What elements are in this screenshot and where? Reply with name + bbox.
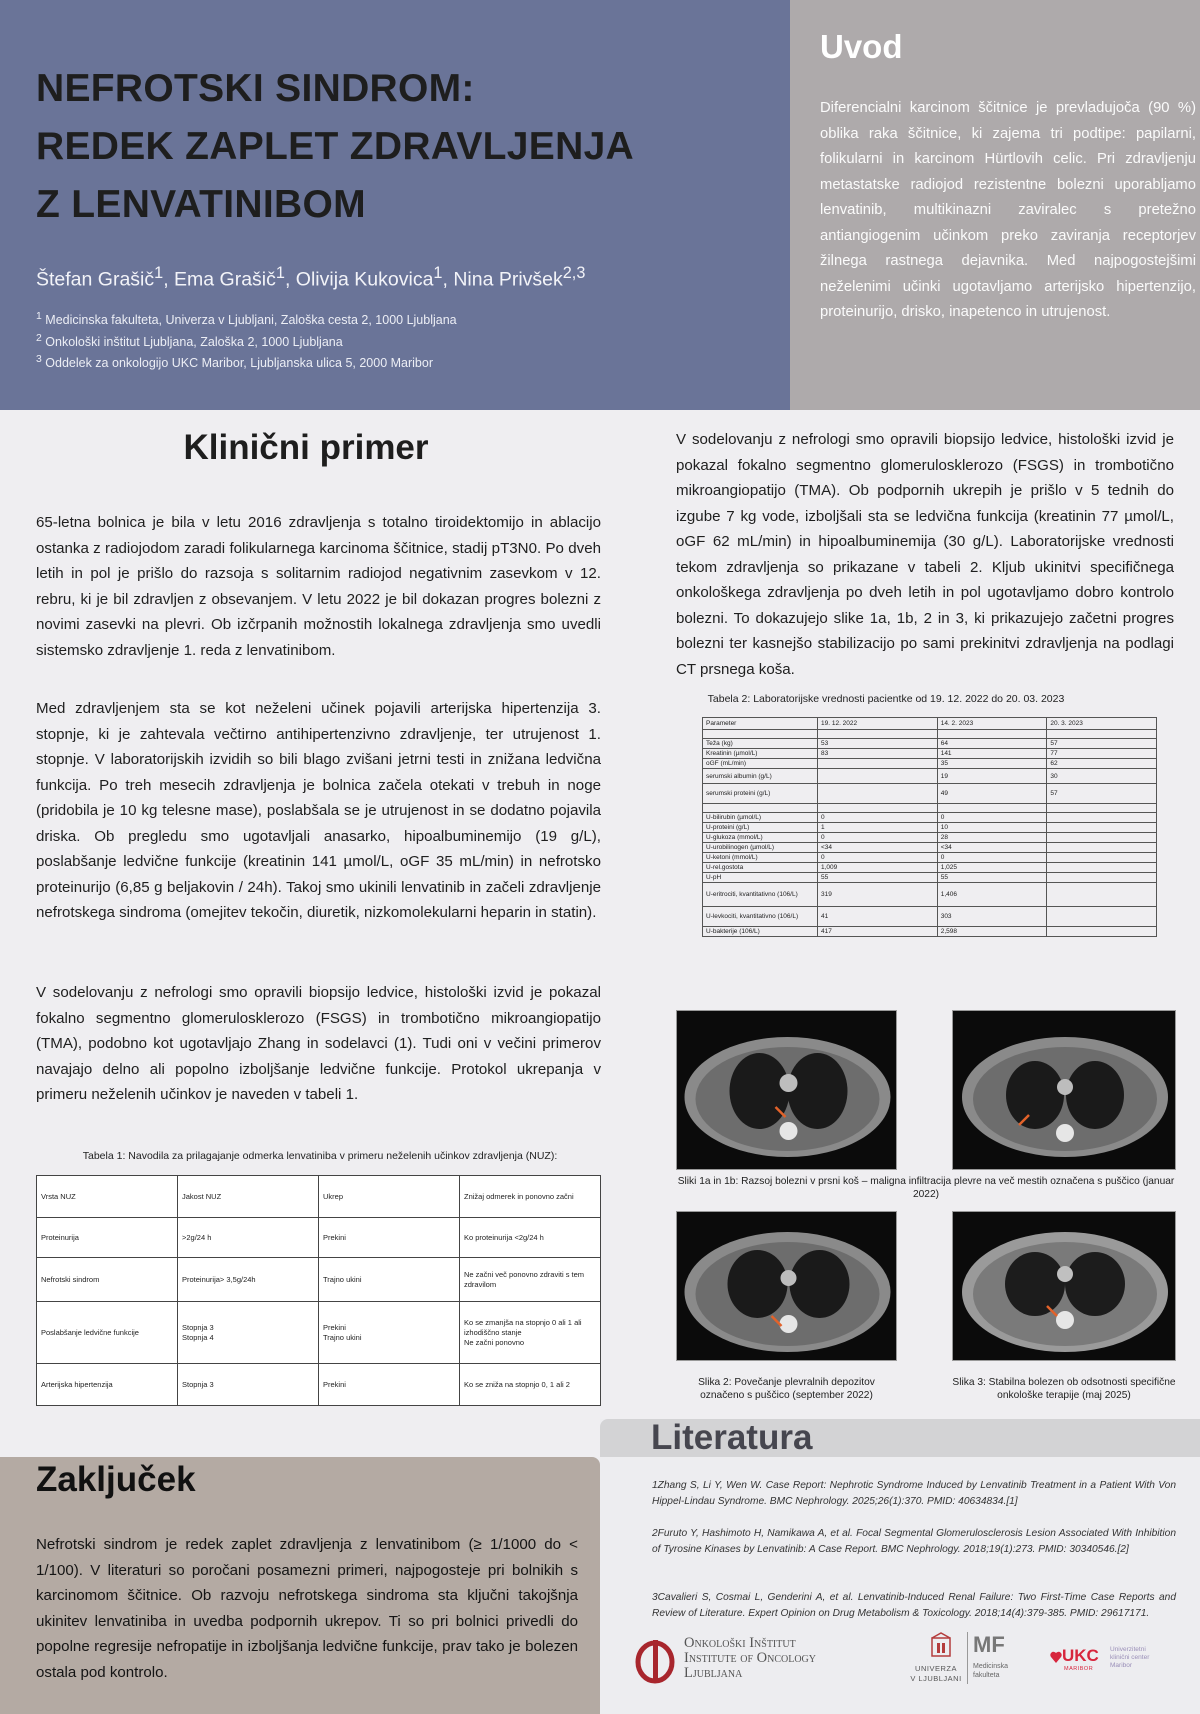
ukc-text: Maribor: [1110, 1662, 1133, 1669]
title-line: Z LENVATINIBOM: [36, 183, 366, 226]
table2-cell: [1047, 823, 1157, 833]
table2-cell: 28: [937, 833, 1047, 843]
table2-cell: U-rel.gostota: [703, 863, 818, 873]
table2-cell: [1047, 863, 1157, 873]
table2-cell: [1047, 853, 1157, 863]
table2-cell: [818, 804, 938, 813]
table2-cell: 55: [937, 873, 1047, 883]
table2-caption: Tabela 2: Laboratorijske vrednosti pacientke od 19. 12. 2022 do 20. 03. 2023: [707, 693, 1065, 705]
affiliation-text: Oddelek za onkologijo UKC Maribor, Ljubljanska ulica 5, 2000 Maribor: [45, 356, 433, 371]
table1-cell: Prekini: [319, 1218, 460, 1258]
ukc-text: klinični center: [1110, 1654, 1150, 1661]
mf-text: Medicinska: [973, 1663, 1009, 1670]
table2-row: [703, 843, 1157, 853]
table1-cell: Trajno ukini: [319, 1258, 460, 1302]
table2-cell: 10: [937, 823, 1047, 833]
table2-cell: 30: [1047, 769, 1157, 784]
uvod-panel: [790, 0, 1200, 410]
table2-cell: 35: [937, 759, 1047, 769]
table2-cell: [1047, 927, 1157, 937]
table1-header-row: [37, 1176, 601, 1218]
zakljucek-text: Nefrotski sindrom je redek zaplet zdravljenja z lenvatinibom (≥ 1/1000 do < 1/100). V literaturi so poročani posamezni primeri, najpogosteje pri bolnikih s karcinomom ščitnice. Ob razvoju nefrotskega sindroma sta ključni takojšnja ukinitev lenvatiniba in uvedba podpornih ukrepov. Ti so pri bolnici privedli do popolne regresije nefropatije in izboljšanja ledvične funkcije, prav tako je bolezen ostala pod kontrolo.: [36, 1536, 578, 1681]
table2-cell: U-levkociti, kvantitativno (106/L): [703, 907, 818, 927]
table2-row: [703, 873, 1157, 883]
table2-cell: 141: [937, 749, 1047, 759]
author-name: Štefan Grašič: [36, 268, 155, 291]
ct-image-1a: [676, 1010, 897, 1170]
table2-row: [703, 759, 1157, 769]
table2-cell: [1047, 804, 1157, 813]
ct-scan-graphic: [677, 1212, 897, 1361]
table2-cell: U-eritrociti, kvantitativno (106/L): [703, 883, 818, 907]
oil-logo-line: Onkološki Inštitut: [684, 1635, 796, 1651]
table2-cell: [1047, 813, 1157, 823]
affiliation-sup: 2: [36, 332, 42, 344]
table1-cell: Prekini Trajno ukini: [319, 1302, 460, 1364]
table2-cell: 20. 3. 2023: [1047, 718, 1157, 730]
table2-cell: 0: [818, 853, 938, 863]
table1-cell: Proteinurija> 3,5g/24h: [178, 1258, 319, 1302]
table2-cell: [1047, 883, 1157, 907]
table2-cell: [1047, 833, 1157, 843]
table2-row: [703, 769, 1157, 784]
mf-letters: MF: [973, 1632, 1005, 1657]
table2-cell: 83: [818, 749, 938, 759]
author-name: Olivija Kukovica: [295, 268, 434, 291]
table2-cell: Parameter: [703, 718, 818, 730]
table2-row: [703, 823, 1157, 833]
table2-cell: [703, 804, 818, 813]
table2-cell: <34: [818, 843, 938, 853]
table1-cell: Stopnja 3 Stopnja 4: [178, 1302, 319, 1364]
table1-cell: Vrsta NUZ: [37, 1176, 178, 1218]
table1: [36, 1175, 601, 1406]
table2-row: [703, 853, 1157, 863]
table2-cell: 14. 2. 2023: [937, 718, 1047, 730]
title-line: REDEK ZAPLET ZDRAVLJENJA: [36, 125, 635, 168]
table2-cell: 417: [818, 927, 938, 937]
ct-scan-graphic: [953, 1011, 1176, 1170]
poster-title: [36, 60, 634, 234]
mf-text: fakulteta: [973, 1672, 1000, 1679]
table2-row: [703, 749, 1157, 759]
uvod-heading: Uvod: [820, 28, 903, 65]
uvod-text: Diferencialni karcinom ščitnice je prevladujoča (90 %) oblika raka ščitnice, ki zajema tri podtipe: papilarni, folikularni in karcinom Hürtlovih celic. Pri zdravljenju metastatske radiojod rezistentne bolezni uporabljamo lenvatinib, multikinazni zaviralec s pretežno antiangiogenim učinkom preko zaviranja receptorjev žilnega rastnega dejavnika. Med najpogostejšimi neželenimi učinki ugotavljamo arterijsko hipertenzijo, proteinurijo, drisko, inapetenco in utrujenost.: [820, 100, 1196, 320]
ul-text: V LJUBLJANI: [910, 1674, 962, 1683]
ct-image-2: [676, 1211, 897, 1361]
klinicni-heading: Klinični primer: [183, 428, 429, 467]
affiliation-text: Onkološki inštitut Ljubljana, Zaloška 2, 1000 Ljubljana: [45, 334, 343, 349]
table2-cell: 64: [937, 739, 1047, 749]
table2-cell: 0: [818, 833, 938, 843]
table1-cell: Arterijska hipertenzija: [37, 1364, 178, 1406]
ct-scan-graphic: [677, 1011, 897, 1170]
table1-cell: Znižaj odmerek in ponovno začni: [460, 1176, 601, 1218]
figure-caption-3: Slika 3: Stabilna bolezen ob odsotnosti specifične onkološke terapije (maj 2025): [952, 1377, 1176, 1401]
table1-cell: Proteinurija: [37, 1218, 178, 1258]
table2-row: [703, 927, 1157, 937]
table2-row: [703, 813, 1157, 823]
table1-cell: Poslabšanje ledvične funkcije: [37, 1302, 178, 1364]
affiliation: [36, 330, 457, 352]
table1-cell: Stopnja 3: [178, 1364, 319, 1406]
ul-mf-logo: [897, 1632, 1009, 1686]
table1-row: [37, 1218, 601, 1258]
affiliation: [36, 308, 457, 330]
klinicni-paragraph-2: Med zdravljenjem sta se kot neželeni učinek pojavili arterijska hipertenzija 3. stopnje, ki je zahtevala večtirno antihipertenzivno zdravljenje, ter utrujenost 1. stopnje. V laboratorijskih izvidih so bili blago zvišani jetrni testi in znižana ledvična funkcija. Po treh mesecih zdravljenja je bolnica začela otekati v trebuh in noge (pridobila je 10 kg telesne mase), poslabšala se je utrujenost in se dodatno pojavila driska. Ob pregledu smo ugotavljali anasarko, hipoalbuminemijo (19 g/L), poslabšanje ledvične funkcije (kreatinin 141 µmol/L, oGF 35 mL/min) in nefrotsko proteinurijo (6,85 g beljakovin / 24h). Takoj smo ukinili lenvatinib in začeli zdravljenje nefrotskega sindroma (omejitev tekočin, diuretik, nizkomolekularni heparin in statin).: [36, 700, 601, 921]
table2-cell: [1047, 907, 1157, 927]
reference-item: 3Cavalieri S, Cosmai L, Genderini A, et al. Lenvatinib-Induced Renal Failure: Two First-Time Case Reports and Review of Literature. Expert Opinion on Drug Metabolism & Toxicology. 2018;14(4):379-385. PMID: 29617171.: [652, 1592, 1176, 1619]
table2-cell: 0: [818, 813, 938, 823]
table2-cell: 49: [937, 784, 1047, 804]
table2-header-row: [703, 718, 1157, 730]
affiliation-text: Medicinska fakulteta, Univerza v Ljubljani, Zaloška cesta 2, 1000 Ljubljana: [45, 313, 457, 328]
table2-row: [703, 907, 1157, 927]
table2-cell: [818, 759, 938, 769]
table2-row: [703, 883, 1157, 907]
table2-cell: 2,598: [937, 927, 1047, 937]
ukc-sub: MARIBOR: [1064, 1666, 1094, 1672]
table2-cell: U-bilirubin (µmol/L): [703, 813, 818, 823]
table1-cell: Prekini: [319, 1364, 460, 1406]
author-sup: 2,3: [562, 264, 586, 282]
author-name: Nina Privšek: [453, 268, 563, 291]
table2-cell: oGF (mL/min): [703, 759, 818, 769]
author-list: Štefan Grašič$^1$, Ema Grašič$^1$, Olivija Kukovica$^1$, Nina Privšek$^{2,3}$: [36, 264, 586, 291]
oil-logo-line: Ljubljana: [684, 1665, 743, 1681]
ukc-heart-icon: [1050, 1650, 1062, 1664]
table2-row: [703, 833, 1157, 843]
ct-image-1b: [952, 1010, 1176, 1170]
table2-cell: 77: [1047, 749, 1157, 759]
table2-row: [703, 863, 1157, 873]
table2-cell: [818, 730, 938, 739]
table2-cell: [1047, 730, 1157, 739]
table2-cell: 319: [818, 883, 938, 907]
reference-item: 2Furuto Y, Hashimoto H, Namikawa A, et al. Focal Segmental Glomerulosclerosis Lesion Associated With Inhibition of Tyrosine Kinases by Lenvatinib: A Case Report. BMC Nephrology. 2018;19(1):273. PMID: 30340546.[2]: [652, 1528, 1176, 1555]
oil-logo-line: Institute of Oncology: [684, 1650, 816, 1666]
table2-cell: 0: [937, 813, 1047, 823]
reference-item: 1Zhang S, Li Y, Wen W. Case Report: Nephrotic Syndrome Induced by Lenvatinib Treatment in a Patient With Von Hippel-Lindau Syndrome. BMC Nephrology. 2025;26(1):370. PMID: 40634834.[1]: [652, 1480, 1176, 1507]
table2-cell: [937, 804, 1047, 813]
affiliation-sup: 3: [36, 354, 42, 366]
table2-cell: U-bakterije (106/L): [703, 927, 818, 937]
table2-cell: Kreatinin (µmol/L): [703, 749, 818, 759]
zakljucek-heading: Zaključek: [36, 1460, 196, 1499]
table2-cell: 57: [1047, 739, 1157, 749]
author-sup: 1: [154, 264, 164, 282]
table2-cell: [1047, 873, 1157, 883]
author-sup: 1: [275, 264, 285, 282]
table1-cell: Jakost NUZ: [178, 1176, 319, 1218]
table1-cell: Ne začni več ponovno zdraviti s tem zdravilom: [460, 1258, 601, 1302]
table1-row: [37, 1302, 601, 1364]
ukc-text: Univerzitetni: [1110, 1646, 1146, 1653]
table2-cell: U-pH: [703, 873, 818, 883]
figure-caption-2: Slika 2: Povečanje plevralnih depozitov označeno s puščico (september 2022): [698, 1377, 875, 1401]
table2-row: [703, 784, 1157, 804]
table2-cell: U-glukoza (mmol/L): [703, 833, 818, 843]
ukc-letters: UKC: [1062, 1646, 1099, 1665]
table2-cell: 0: [937, 853, 1047, 863]
table2-cell: U-ketoni (mmol/L): [703, 853, 818, 863]
table2-cell: Teža (kg): [703, 739, 818, 749]
table1-caption: Tabela 1: Navodila za prilagajanje odmerka lenvatiniba v primeru neželenih učinkov zdravljenja (NUZ):: [82, 1150, 558, 1162]
ul-seal-icon: [929, 1632, 953, 1658]
affiliation-sup: 1: [36, 311, 42, 322]
affiliation: [36, 351, 457, 373]
table1-cell: Ko proteinurija <2g/24 h: [460, 1218, 601, 1258]
literatura-heading: Literatura: [651, 1418, 813, 1457]
table2-cell: 19. 12. 2022: [818, 718, 938, 730]
table2-cell: [818, 784, 938, 804]
ct-scan-graphic: [953, 1212, 1176, 1361]
table1-row: [37, 1364, 601, 1406]
table1-cell: Nefrotski sindrom: [37, 1258, 178, 1302]
klinicni-paragraph-3: V sodelovanju z nefrologi smo opravili biopsijo ledvice, histološki izvid je pokazal fokalno segmentno glomerulosklerozo (FSGS) in trombotično mikroangiopatijo (TMA), podobno kot ugotavljajo Zhang in sodelavci (1). Tudi oni v večini primerov navajajo delno ali popolno izboljšanje ledvične funkcije. Protokol ukrepanja v primeru neželenih učinkov je naveden v tabeli 1.: [36, 984, 601, 1103]
table2-cell: 1,009: [818, 863, 938, 873]
author-name: Ema Grašič: [174, 268, 276, 291]
table1-cell: Ko se zniža na stopnjo 0, 1 ali 2: [460, 1364, 601, 1406]
table2-cell: 62: [1047, 759, 1157, 769]
table2-cell: 19: [937, 769, 1047, 784]
table2-cell: U-proteini (g/L): [703, 823, 818, 833]
table2-row: [703, 739, 1157, 749]
table2-cell: [1047, 843, 1157, 853]
ct-image-3: [952, 1211, 1176, 1361]
table2-cell: 53: [818, 739, 938, 749]
table2-cell: serumski proteini (g/L): [703, 784, 818, 804]
klinicni-paragraph-4: V sodelovanju z nefrologi smo opravili biopsijo ledvice, histološki izvid je pokazal fokalno segmentno glomerulosklerozo (FSGS) in trombotično mikroangiopatijo (TMA). Ob podpornih ukrepih je prišlo v 5 tednih do izgube 7 kg vode, izboljšali sta se ledvična funkcija (kreatinin 77 µmol/L, oGF 62 mL/min) in hipoalbuminemija (30 g/L). Laboratorijske vrednosti tekom zdravljenja so prikazane v tabeli 2. Kljub ukinitvi specifičnega onkološkega zdravljenja po dveh letih in pol ugotavljamo dobro kontrolo bolezni. To dokazujejo slike 1a, 1b, 2 in 3, ki prikazujejo začetni progres bolezni ter kasnejšo stabilizacijo po sami prekinitvi zdravljenja na podlagi CT prsnega koša.: [676, 431, 1174, 678]
table1-cell: >2g/24 h: [178, 1218, 319, 1258]
table2-cell: 1,406: [937, 883, 1047, 907]
ul-text: UNIVERZA: [915, 1664, 957, 1673]
affiliation-list: [36, 308, 457, 373]
table2-cell: <34: [937, 843, 1047, 853]
author-sup: 1: [433, 264, 443, 282]
table2-cell: 1,025: [937, 863, 1047, 873]
table2-cell: 55: [818, 873, 938, 883]
table2-cell: [703, 730, 818, 739]
table2-cell: serumski albumin (g/L): [703, 769, 818, 784]
table2-row: [703, 730, 1157, 739]
table2-cell: U-urobilinogen (µmol/L): [703, 843, 818, 853]
table2-cell: [818, 769, 938, 784]
table1-cell: Ukrep: [319, 1176, 460, 1218]
table2: [702, 717, 1157, 937]
figure-caption-1: Sliki 1a in 1b: Razsoj bolezni v prsni koš – maligna infiltracija plevre na več mestih označena s puščico (januar 2022): [677, 1176, 1175, 1200]
oil-logo-mark: [634, 1638, 676, 1684]
title-line: NEFROTSKI SINDROM:: [36, 67, 475, 110]
table2-cell: 57: [1047, 784, 1157, 804]
klinicni-paragraph-1: 65-letna bolnica je bila v letu 2016 zdravljenja s totalno tiroidektomijo in ablacijo ostanka z radiojodom zaradi folikularnega karcinoma ščitnice, stadij pT3N0. Po dveh letih in pol je prišlo do razsoja s solitarnim radiojod negativnim zasevkom v 12. rebru, ki je bil zdravljen z obsevanjem. V letu 2022 je bil dokazan progres bolezni z novimi zasevki na plevri. Ob izčrpanih možnostih lokalnega zdravljenja smo uvedli sistemsko zdravljenje 1. reda z lenvatinibom.: [36, 514, 601, 659]
oil-logo: [634, 1636, 864, 1686]
table2-row: [703, 804, 1157, 813]
ukc-maribor-logo: [1050, 1646, 1170, 1676]
table1-cell: Ko se zmanjša na stopnjo 0 ali 1 ali izhodiščno stanje Ne začni ponovno: [460, 1302, 601, 1364]
table2-cell: 303: [937, 907, 1047, 927]
table2-cell: [937, 730, 1047, 739]
table1-row: [37, 1258, 601, 1302]
table2-cell: 1: [818, 823, 938, 833]
table2-cell: 41: [818, 907, 938, 927]
